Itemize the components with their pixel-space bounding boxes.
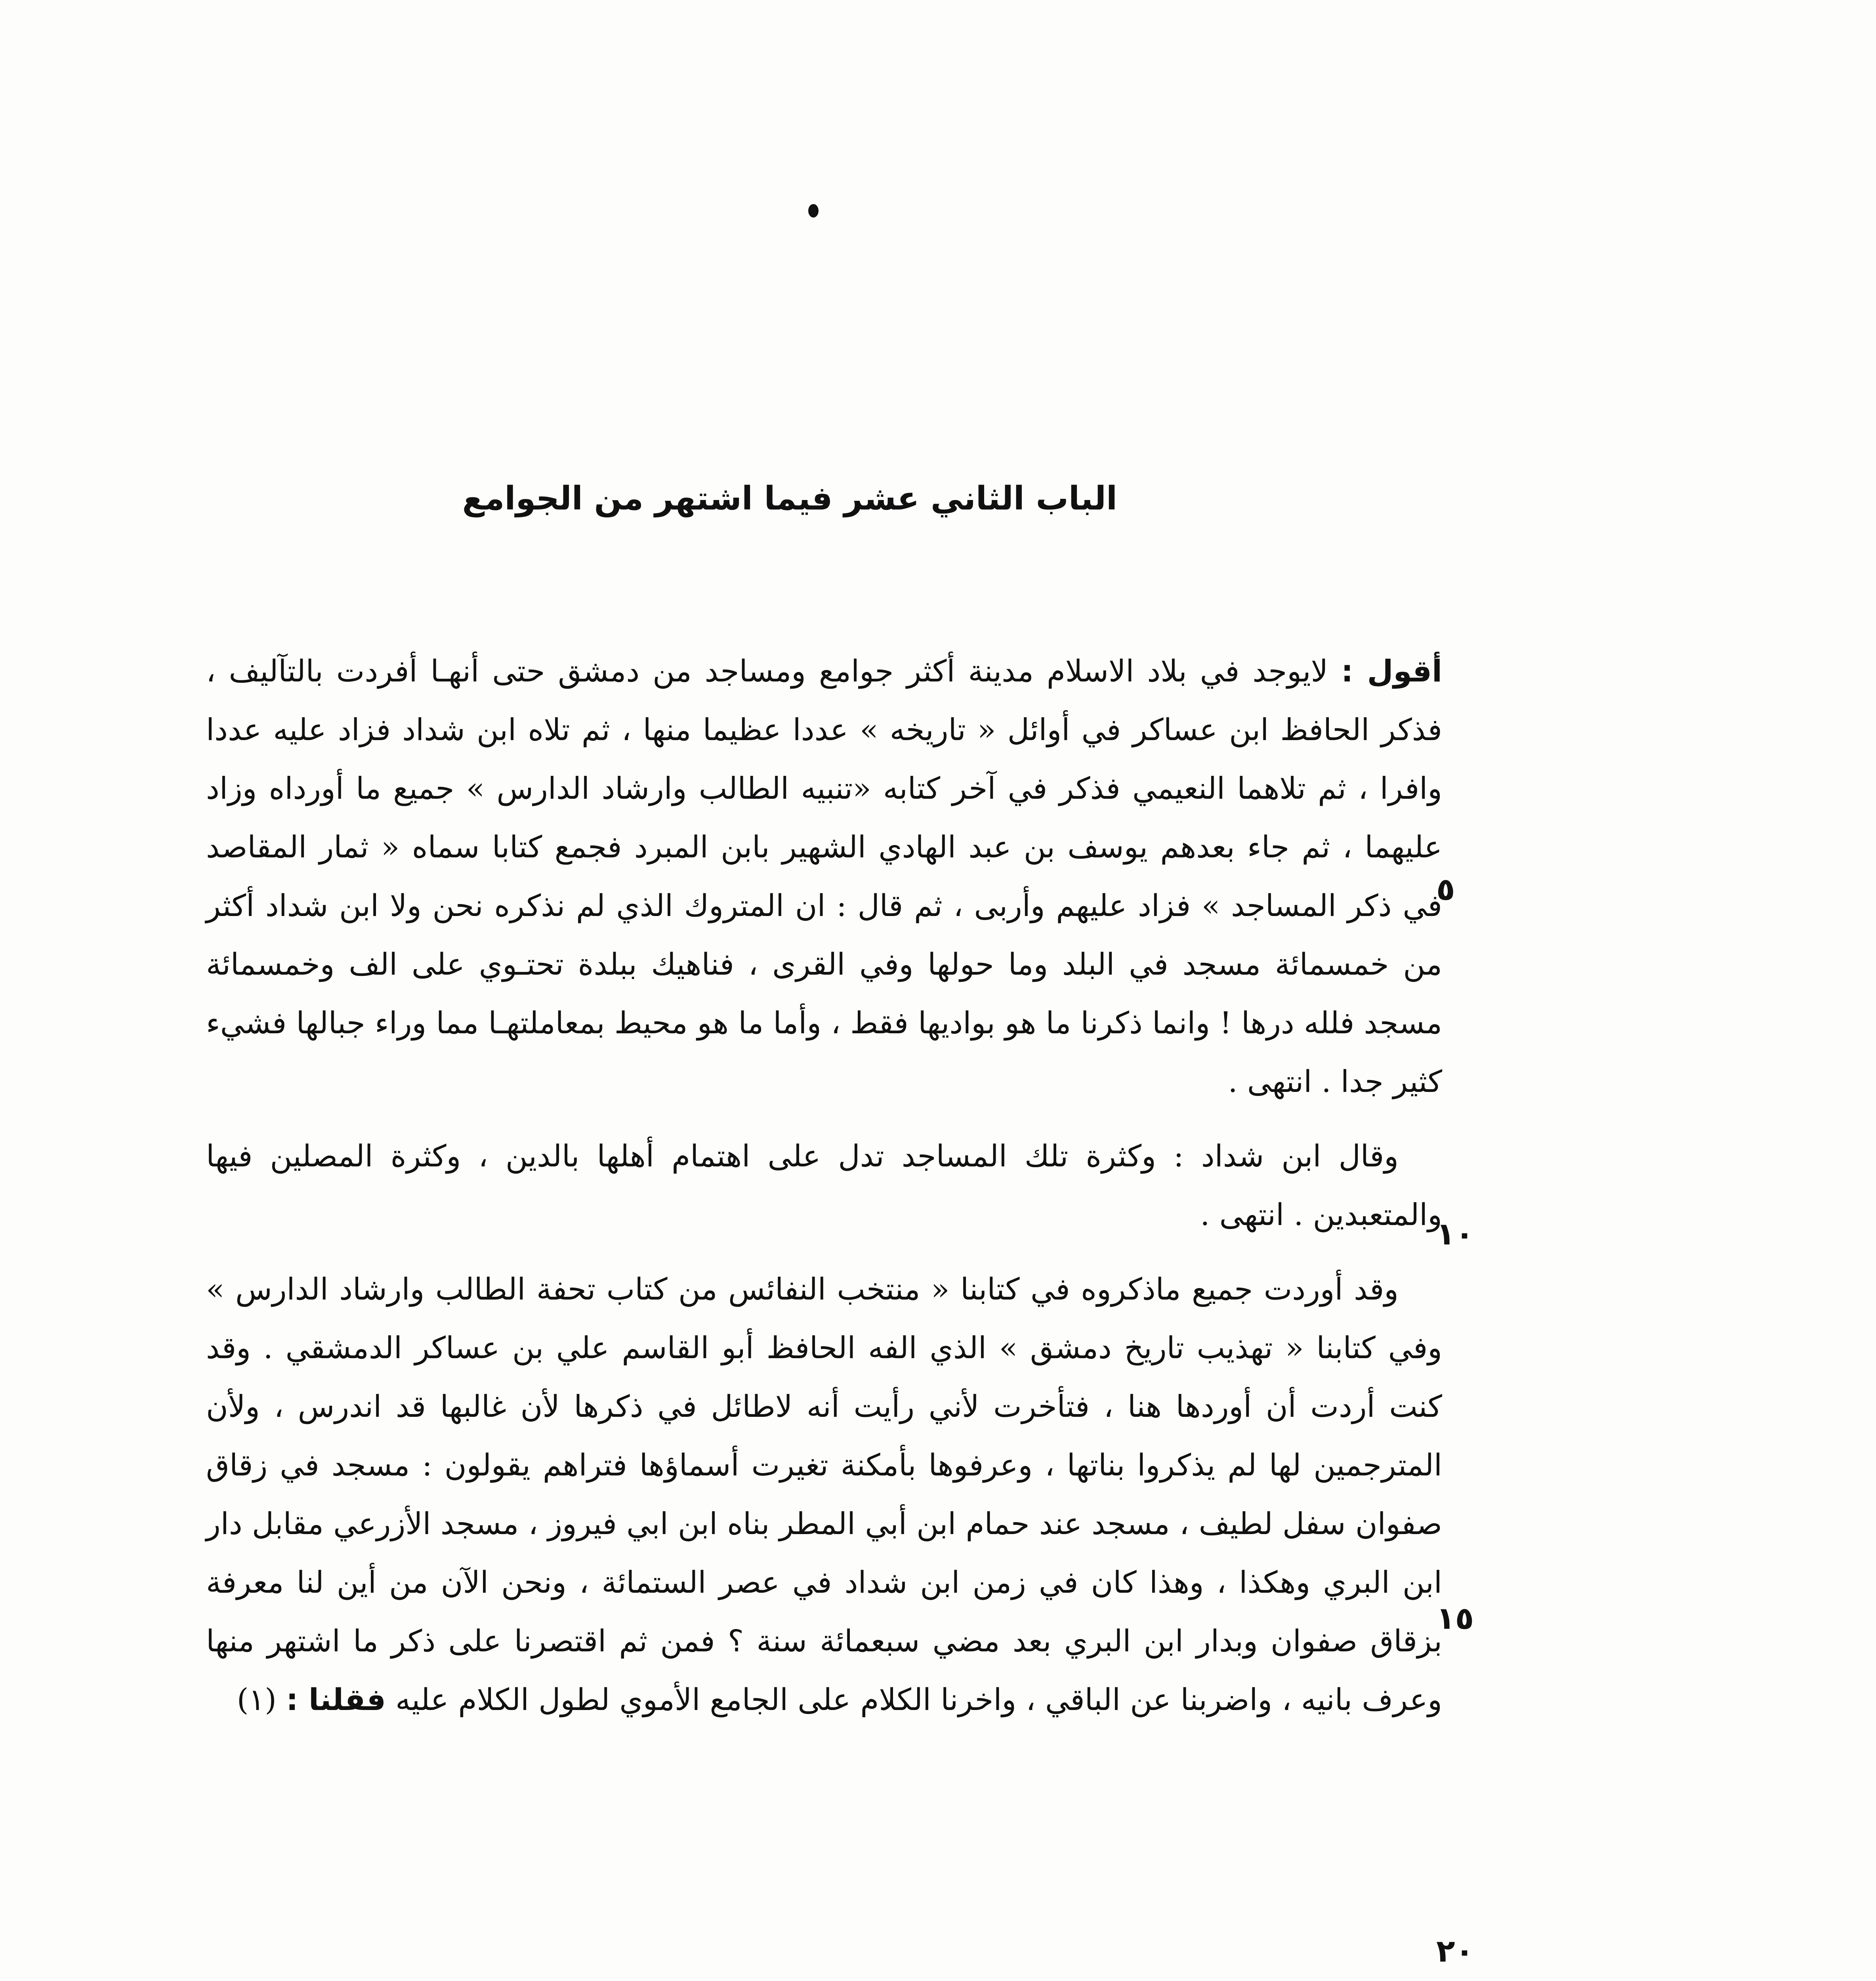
paragraph-2: [206, 1127, 1442, 1244]
paragraph-1: [206, 642, 1442, 1111]
final-lead: فقلنا :: [286, 1682, 386, 1717]
paragraph-text: لايوجد في بلاد الاسلام مدينة أكثر جوامع ومساجد من دمشق حتى أنهـا أفردت بالتآليف ، فذكر الحافظ ابن عساكر في أوائل « تاريخه » عددا عظيما منها ، ثم تلاه ابن شداد فزاد عليه عددا وافرا ، ثم تلاهما النعيمي فذكر في آخر كتابه «تنبيه الطالب وارشاد الدارس » جميع ما أورداه وزاد عليهما ، ثم جاء بعدهم يوسف بن عبد الهادي الشهير بابن المبرد فجمع كتابا سماه « ثمار المقاصد في ذكر المساجد » فزاد عليهم وأربى ، ثم قال : ان المتروك الذي لم نذكره نحن ولا ابن شداد أكثر من خمسمائة مسجد في البلد وما حولها وفي القرى ، فناهيك ببلدة تحتـوي على الف وخمسمائة مسجد فلله درها ! وانما ذكرنا ما هو بواديها فقط ، وأما ما هو محيط بمعاملتهـا مما وراء جبالها فشيء كثير جدا . انتهى .: [206, 653, 1442, 1099]
paragraph-lead: أقول :: [1341, 653, 1443, 689]
paragraph-text: وقد أوردت جميع ماذكروه في كتابنا « منتخب النفائس من كتاب تحفة الطالب وارشاد الدارس » وفي كتابنا « تهذيب تاريخ دمشق » الذي الفه الحافظ أبو القاسم علي بن عساكر الدمشقي . وقد كنت أردت أن أوردها هنا ، فتأخرت لأني رأيت أنه لاطائل في ذكرها لأن غالبها قد اندرس ، ولأن المترجمين لها لم يذكروا بناتها ، وعرفوها بأمكنة تغيرت أسماؤها فتراهم يقولون : مسجد في زقاق صفوان سفل لطيف ، مسجد عند حمام ابن أبي المطر بناه ابن ابي فيروز ، مسجد الأزرعي مقابل دار ابن البري وهكذا ، وهذا كان في زمن ابن شداد في عصر الستمائة ، ونحن الآن من أين لنا معرفة بزقاق صفوان وبدار ابن البري بعد مضي سبعمائة سنة ؟ فمن ثم اقتصرنا على ذكر ما اشتهر منها وعرف بانيه ، واضربنا عن الباقي ، واخرنا الكلام على الجامع الأموي لطول الكلام عليه: [206, 1271, 1442, 1717]
body-text: [206, 642, 1442, 1745]
footnote-reference: (١): [237, 1682, 277, 1717]
chapter-title: الباب الثاني عشر فيما اشتهر من الجوامع: [462, 480, 1117, 517]
line-number-10: ١٠: [1436, 1216, 1474, 1252]
line-number-5: ٥: [1436, 872, 1455, 907]
paragraph-text: وقال ابن شداد : وكثرة تلك المساجد تدل على اهتمام أهلها بالدين ، وكثرة المصلين فيها والمتعبدين . انتهى .: [206, 1138, 1442, 1232]
paragraph-3: [206, 1260, 1442, 1729]
ornament-dot: [808, 204, 819, 218]
line-number-15: ١٥: [1436, 1601, 1474, 1636]
line-number-20: ٢٠: [1436, 1933, 1474, 1969]
